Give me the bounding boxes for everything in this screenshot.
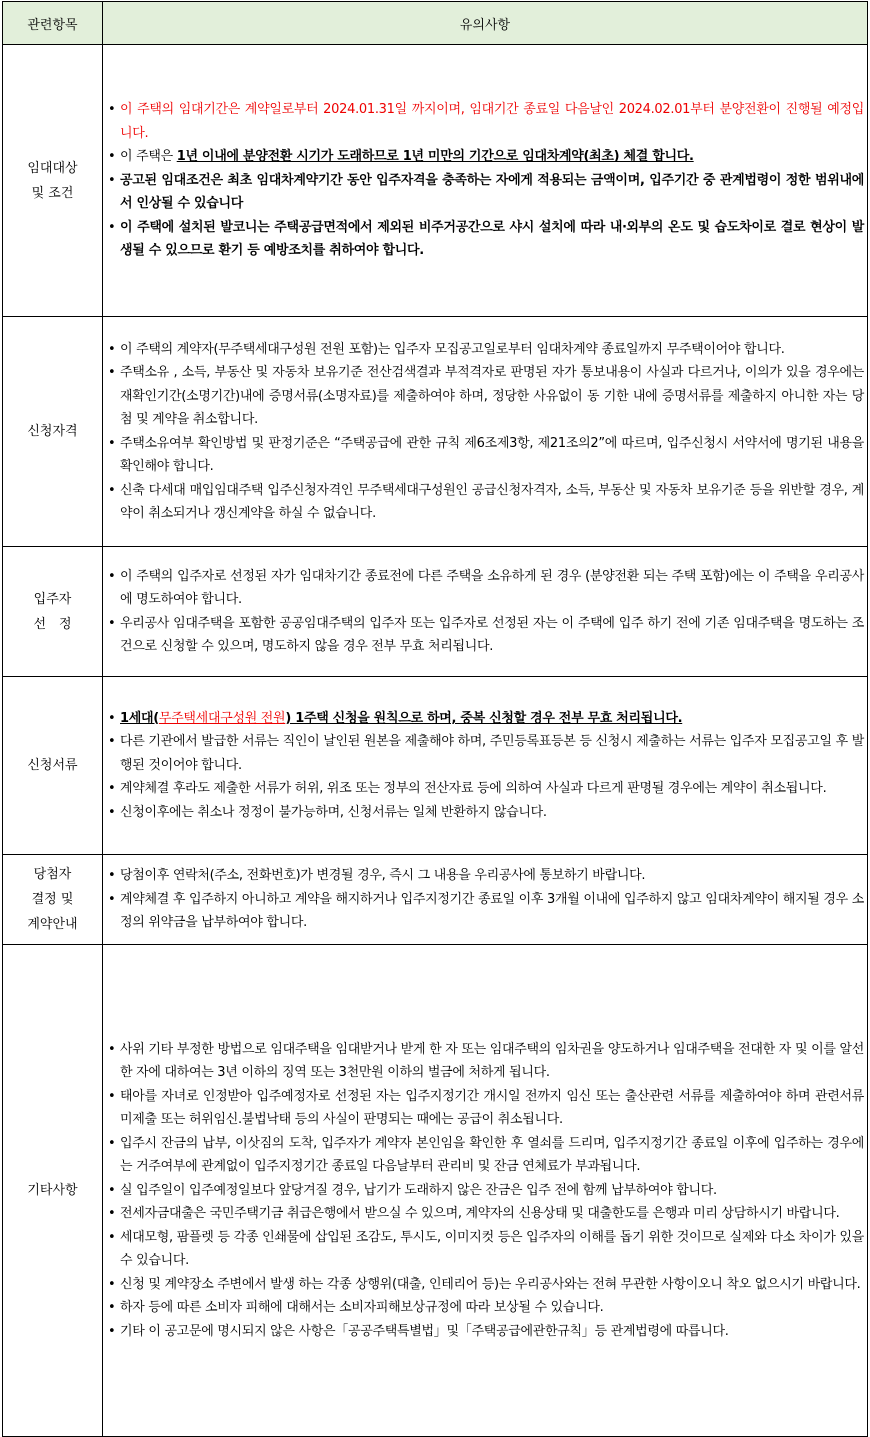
category-line: 결정 및 (31, 892, 74, 907)
notice-item (105, 801, 864, 825)
notice-text: 1년 이내에 분양전환 시기가 도래하므로 1년 미만의 기간으로 임대차계약(최초) 체결 합니다. (176, 149, 694, 165)
notice-text: 이 주택의 계약자(무주택세대구성원 전원 포함)는 입주자 모집공고일로부터 임대차계약 종료일까지 무주택이어야 합니다. (120, 341, 785, 357)
section-content (103, 677, 868, 855)
notice-item (105, 1038, 864, 1085)
notice-text: 다른 기관에서 발급한 서류는 직인이 날인된 원본을 제출해야 하며, 주민등록표등본 등 신청시 제출하는 서류는 입주자 모집공고일 후 발행된 것이어야 합니다. (120, 734, 864, 773)
section-category (3, 317, 103, 547)
notice-item (105, 169, 864, 216)
section-category (3, 677, 103, 855)
category-line: 계약안내 (27, 917, 78, 932)
notice-text: 계약체결 후 입주하지 아니하고 계약을 해지하거나 입주지정기간 종료일 이후 3개월 이내에 입주하지 않고 임대차계약이 해지될 경우 소정의 위약금을 납부하여야 합니다. (120, 891, 864, 931)
notice-text: 신축 다세대 매입임대주택 입주신청자격인 무주택세대구성원인 공급신청자격자, 소득, 부동산 및 자동차 보유기준 등을 위반할 경우, 계약이 취소되거나 갱신계약을 하실 수 없습니다. (120, 482, 864, 521)
notice-item (105, 707, 864, 731)
section-content (103, 945, 868, 1437)
notice-table (2, 1, 868, 1437)
section-row (3, 855, 868, 945)
notice-list (105, 707, 864, 825)
notice-text: 이 주택의 임대기간은 계약일로부터 2024.01.31일 까지이며, 임대기간 종료일 다음날인 2024.02.01부터 분양전환이 진행될 예정입니다. (120, 102, 864, 141)
notice-text: 사위 기타 부정한 방법으로 임대주택을 임대받거나 받게 한 자 또는 임대주택의 임차권을 양도하거나 임대주택을 전대한 자 및 이를 알선한 자에 대하여는 3년 이하의 징역 또는 3천만원 이하의 벌금에 처하게 됩니다. (120, 1041, 864, 1081)
notice-text: 계약체결 후라도 제출한 서류가 허위, 위조 또는 정부의 전산자료 등에 의하여 사실과 다르게 판명될 경우에는 계약이 취소됩니다. (120, 781, 827, 797)
section-content (103, 855, 868, 945)
notice-text: 하자 등에 따른 소비자 피해에 대해서는 소비자피해보상규정에 따라 보상될 수 있습니다. (120, 1300, 604, 1316)
section-row (3, 677, 868, 855)
section-row (3, 547, 868, 677)
notice-item (105, 216, 864, 263)
category-line: 입주자 (33, 591, 72, 607)
notice-item (105, 864, 864, 888)
notice-item (105, 1296, 864, 1320)
notice-text: 공고된 임대조건은 최초 임대차계약기간 동안 입주자격을 충족하는 자에게 적용되는 금액이며, 입주기간 중 관계법령이 정한 범위내에서 인상될 수 있습니다 (120, 172, 864, 212)
notice-text: 전세자금대출은 국민주택기금 취급은행에서 받으실 수 있으며, 계약자의 신용상태 및 대출한도를 은행과 미리 상담하시기 바랍니다. (120, 1206, 840, 1222)
notice-text: 신청 및 계약장소 주변에서 발생 하는 각종 상행위(대출, 인테리어 등)는 우리공사와는 전혀 무관한 사항이오니 착오 없으시기 바랍니다. (120, 1276, 861, 1292)
notice-item (105, 888, 864, 935)
notice-item (105, 1202, 864, 1226)
notice-item (105, 565, 864, 612)
notice-item (105, 145, 864, 169)
notice-list (105, 338, 864, 526)
notice-text: 기타 이 공고문에 명시되지 않은 사항은「공공주택특별법」및「주택공급에관한규칙」등 관계법령에 따릅니다. (120, 1323, 729, 1339)
notice-list (105, 1038, 864, 1344)
header-notes: 유의사항 (103, 2, 868, 45)
notice-item (105, 1226, 864, 1273)
header-category: 관련항목 (3, 2, 103, 45)
notice-text: 우리공사 임대주택을 포함한 공공임대주택의 입주자 또는 입주자로 선정된 자는 이 주택에 입주 하기 전에 기존 임대주택을 명도하는 조건으로 신청할 수 있으며, 명도하지 않을 경우 전부 무효 처리됩니다. (120, 615, 864, 654)
notice-item (105, 98, 864, 145)
notice-text: 이 주택의 입주자로 선정된 자가 임대차기간 종료전에 다른 주택을 소유하게 된 경우 (분양전환 되는 주택 포함)에는 이 주택을 우리공사에 명도하여야 합니다. (120, 568, 864, 607)
notice-list (105, 565, 864, 659)
notice-text: 1세대( (120, 710, 159, 726)
section-content (103, 317, 868, 547)
notice-item (105, 777, 864, 801)
notice-text: 무주택세대구성원 전원 (158, 710, 286, 726)
section-content (103, 547, 868, 677)
category-line: 신청자격 (27, 424, 78, 439)
notice-text: 세대모형, 팜플렛 등 각종 인쇄물에 삽입된 조감도, 투시도, 이미지컷 등은 입주자의 이해를 돕기 위한 것이므로 실제와 다소 차이가 있을 수 있습니다. (120, 1229, 864, 1269)
notice-text: 태아를 자녀로 인정받아 입주예정자로 선정된 자는 입주지정기간 개시일 전까지 임신 또는 출산관련 서류를 제출하여야 하며 관련서류 미제출 또는 허위임신.불법낙태 등의 사실이 판명되는 때에는 공급이 취소됩니다. (120, 1088, 864, 1128)
notice-item (105, 432, 864, 479)
notice-text: 입주시 잔금의 납부, 이삿짐의 도착, 입주자가 계약자 본인임을 확인한 후 열쇠를 드리며, 입주지정기간 종료일 이후에 입주하는 경우에는 거주여부에 관계없이 입주지정기간 종료일 다음날부터 관리비 및 잔금 연체료가 부과됩니다. (120, 1135, 864, 1175)
notice-item (105, 361, 864, 432)
notice-item (105, 612, 864, 659)
notice-item (105, 338, 864, 362)
section-row (3, 945, 868, 1437)
section-row (3, 45, 868, 317)
section-category (3, 547, 103, 677)
notice-item (105, 1132, 864, 1179)
category-line: 및 조건 (31, 185, 74, 201)
notice-item (105, 479, 864, 526)
category-line: 선 정 (33, 616, 72, 632)
category-line: 임대대상 (27, 160, 78, 176)
notice-text: ) 1주택 신청을 원칙으로 하며, 중복 신청할 경우 전부 무효 처리됩니다. (285, 710, 683, 726)
notice-item (105, 1179, 864, 1203)
notice-text: 실 입주일이 입주예정일보다 앞당겨질 경우, 납기가 도래하지 않은 잔금은 입주 전에 함께 납부하여야 합니다. (120, 1182, 717, 1198)
notice-text: 주택소유 , 소득, 부동산 및 자동차 보유기준 전산검색결과 부적격자로 판명된 자가 통보내용이 사실과 다르거나, 이의가 있을 경우에는 재확인기간(소명기간)내에 증명서류(소명자료)를 제출하여야 하며, 정당한 사유없이 동 기한 내에 증명서류를 제출하지 아니한 자는 당첨 및 계약을 취소합니다. (120, 365, 864, 427)
notice-item (105, 730, 864, 777)
notice-item (105, 1273, 864, 1297)
section-category (3, 945, 103, 1437)
notice-text: 주택소유여부 확인방법 및 판정기준은 “주택공급에 관한 규칙 제6조제3항, 제21조의2”에 따르며, 입주신청시 서약서에 명기된 내용을 확인해야 합니다. (120, 435, 864, 474)
notice-item (105, 1320, 864, 1344)
section-category (3, 855, 103, 945)
category-line: 당첨자 (33, 867, 72, 882)
notice-item (105, 1085, 864, 1132)
notice-text: 이 주택은 (120, 149, 177, 165)
notice-text: 당첨이후 연락처(주소, 전화번호)가 변경될 경우, 즉시 그 내용을 우리공사에 통보하기 바랍니다. (120, 868, 646, 884)
section-category (3, 45, 103, 317)
category-line: 기타사항 (27, 1183, 78, 1198)
notice-text: 이 주택에 설치된 발코니는 주택공급면적에서 제외된 비주거공간으로 샤시 설치에 따라 내‧외부의 온도 및 습도차이로 결로 현상이 발생될 수 있으므로 환기 등 예방조치를 취하여야 합니다. (120, 219, 864, 259)
notice-text: 신청이후에는 취소나 정정이 불가능하며, 신청서류는 일체 반환하지 않습니다. (120, 804, 547, 820)
section-row (3, 317, 868, 547)
notice-list (105, 864, 864, 935)
section-content (103, 45, 868, 317)
category-line: 신청서류 (27, 758, 78, 773)
notice-list (105, 98, 864, 263)
table-header-row (3, 2, 868, 45)
